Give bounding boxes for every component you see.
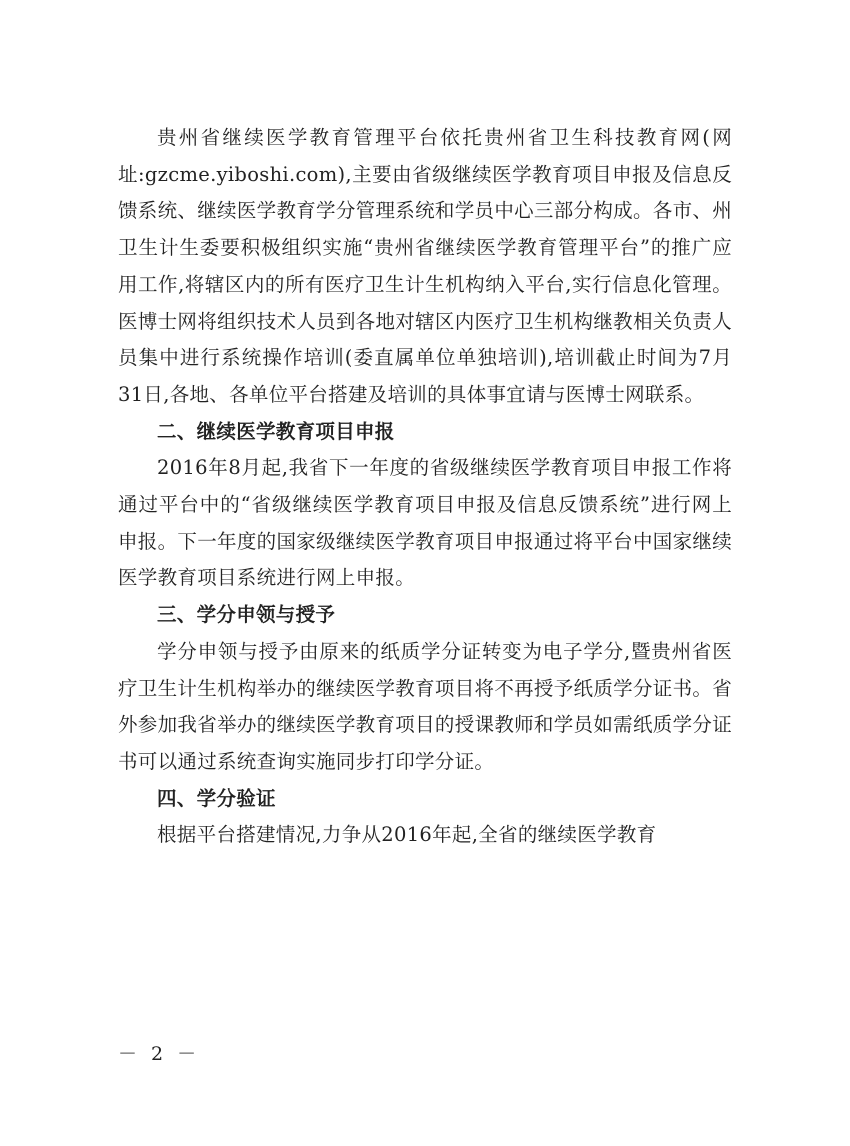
paragraph-credit-grant: 学分申领与授予由原来的纸质学分证转变为电子学分,暨贵州省医疗卫生计生机构举办的继续医学教育项目将不再授予纸质学分证书。省外参加我省举办的继续医学教育项目的授课教师和学员如需纸质学分证书可以通过系统查询实施同步打印学分证。 (118, 639, 732, 773)
section-heading-credit-verification: 四、学分验证 (157, 786, 276, 810)
paragraph-credit-verification: 根据平台搭建情况,力争从2016年起,全省的继续医学教育 (157, 823, 657, 847)
paragraph-platform-intro: 贵州省继续医学教育管理平台依托贵州省卫生科技教育网(网址:gzcme.yiboshi.com),主要由省级继续医学教育项目申报及信息反馈系统、继续医学教育学分管理系统和学员中心三部分构成。各市、州卫生计生委要积极组织实施“贵州省继续医学教育管理平台”的推广应用工作,将辖区内的所有医疗卫生计生机构纳入平台,实行信息化管理。医博士网将组织技术人员到各地对辖区内医疗卫生机构继教相关负责人员集中进行系统操作培训(委直属单位单独培训),培训截止时间为7月31日,各地、各单位平台搭建及培训的具体事宜请与医博士网联系。 (118, 126, 732, 406)
document-body (118, 120, 732, 854)
section-heading-credit-grant: 三、学分申领与授予 (157, 603, 336, 627)
section-heading-project-application: 二、继续医学教育项目申报 (157, 419, 395, 443)
page-number: － 2 － (118, 1043, 201, 1065)
paragraph-project-application: 2016年8月起,我省下一年度的省级继续医学教育项目申报工作将通过平台中的“省级继续医学教育项目申报及信息反馈系统”进行网上申报。下一年度的国家级继续医学教育项目申报通过将平台中国家继续医学教育项目系统进行网上申报。 (118, 456, 732, 590)
